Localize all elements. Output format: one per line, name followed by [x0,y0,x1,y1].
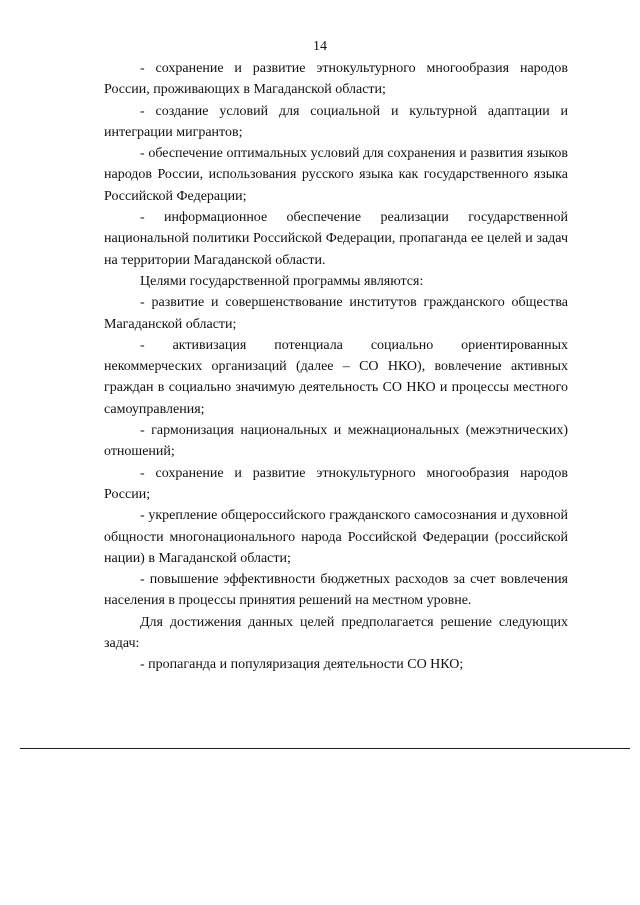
goals-intro: Целями государственной программы являются: [140,273,424,289]
paragraph-4: - информационное обеспечение реализации государственной национальной политики Российской Федерации, пропаганда ее целей и задач на территории Магаданской области. [104,210,568,268]
goal-1: - развитие и совершенствование институтов гражданского общества Магаданской области; [104,295,568,332]
goal-2: - активизация потенциала социально ориентированных некоммерческих организаций (далее – СО НКО), вовлечение активных граждан в социально значимую деятельность СО НКО и процессы местного самоуправления; [104,337,568,417]
paragraph-1: - сохранение и развитие этнокультурного многообразия народов России, проживающих в Магаданской области; [104,61,568,98]
footer-divider [20,748,630,749]
goal-3: - гармонизация национальных и межнациональных (межэтнических) отношений; [104,423,568,460]
task-1: - пропаганда и популяризация деятельности СО НКО; [140,657,464,673]
tasks-intro: Для достижения данных целей предполагается решение следующих задач: [104,614,568,652]
document-body [104,58,568,676]
paragraph-3: - обеспечение оптимальных условий для сохранения и развития языков народов России, использования русского языка как государственного языка Российской Федерации; [104,146,568,204]
goal-5: - укрепление общероссийского гражданского самосознания и духовной общности многонационального народа Российской Федерации (российской нации) в Магаданской области; [104,508,568,566]
goal-6: - повышение эффективности бюджетных расходов за счет вовлечения населения в процессы принятия решений на местном уровне. [104,572,568,609]
paragraph-2: - создание условий для социальной и культурной адаптации и интеграции мигрантов; [104,103,568,140]
page-number: 14 [313,39,327,54]
goal-4: - сохранение и развитие этнокультурного многообразия народов России; [104,465,568,502]
